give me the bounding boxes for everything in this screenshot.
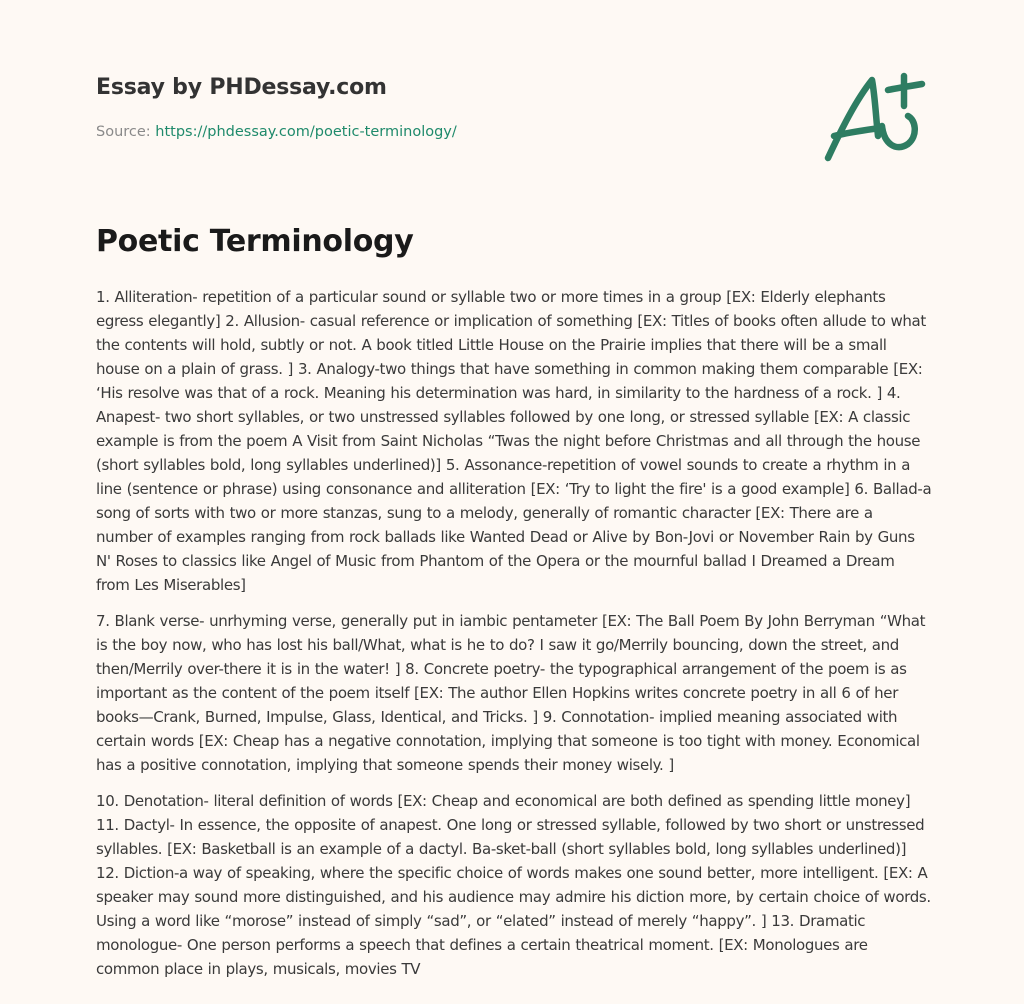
article-body — [96, 285, 932, 993]
source-link[interactable]: https://phdessay.com/poetic-terminology/ — [155, 124, 457, 140]
paragraph: 10. Denotation- literal definition of words [EX: Cheap and economical are both defined as spending little money] 11. Dactyl- In essence, the opposite of anapest. One long or stressed syllable, followed by two short or unstressed syllables. [EX: Basketball is an example of a dactyl. Ba-sket-ball (short syllables bold, long syllables underlined)] 12. Diction-a way of speaking, where the specific choice of words makes one sound better, more intelligent. [EX: A speaker may sound more distinguished, and his audience may admire his diction more, by certain choice of words. Using a word like “morose” instead of simply “sad”, or “elated” instead of merely “happy”. ] 13. Dramatic monologue- One person performs a speech that defines a certain theatrical moment. [EX: Monologues are common place in plays, musicals, movies TV — [96, 792, 931, 978]
source-label: Source: — [96, 124, 156, 140]
page-title: Poetic Terminology — [96, 224, 414, 259]
paragraph: 1. Alliteration- repetition of a particular sound or syllable two or more times in a group [EX: Elderly elephants egress elegantly] 2. Allusion- casual reference or implication of something [EX: Titles of books often allude to what the contents will hold, subtly or not. A book titled Little House on the Prairie implies that there will be a small house on a plain of grass. ] 3. Analogy-two things that have something in common making them comparable [EX: ‘His resolve was that of a rock. Meaning his determination was hard, in similarity to the hardness of a rock. ] 4. Anapest- two short syllables, or two unstressed syllables followed by one long, or stressed syllable [EX: A classic example is from the poem A Visit from Saint Nicholas “Twas the night before Christmas and all through the house (short syllables bold, long syllables underlined)] 5. Assonance-repetition of vowel sounds to create a rhythm in a line (sentence or phrase) using consonance and alliteration [EX: ‘Try to light the fire' is a good example] 6. Ballad-a song of sorts with two or more stanzas, sung to a melody, generally of romantic character [EX: There are a number of examples ranging from rock ballads like Wanted Dead or Alive by Bon-Jovi or November Rain by Guns N' Roses to classics like Angel of Music from Phantom of the Opera or the mournful ballad I Dreamed a Dream from Les Miserables] — [96, 288, 932, 594]
brand-title: Essay by PHDessay.com — [96, 75, 387, 100]
source-line — [96, 124, 457, 140]
a-plus-grade-icon — [820, 66, 930, 166]
paragraph: 7. Blank verse- unrhyming verse, generally put in iambic pentameter [EX: The Ball Poem By John Berryman “What is the boy now, who has lost his ball/What, what is he to do? I saw it go/Merrily bouncing, down the street, and then/Merrily over-there it is in the water! ] 8. Concrete poetry- the typographical arrangement of the poem is as important as the content of the poem itself [EX: The author Ellen Hopkins writes concrete poetry in all 6 of her books—Crank, Burned, Impulse, Glass, Identical, and Tricks. ] 9. Connotation- implied meaning associated with certain words [EX: Cheap has a negative connotation, implying that someone is too tight with money. Economical has a positive connotation, implying that someone spends their money wisely. ] — [96, 612, 926, 774]
